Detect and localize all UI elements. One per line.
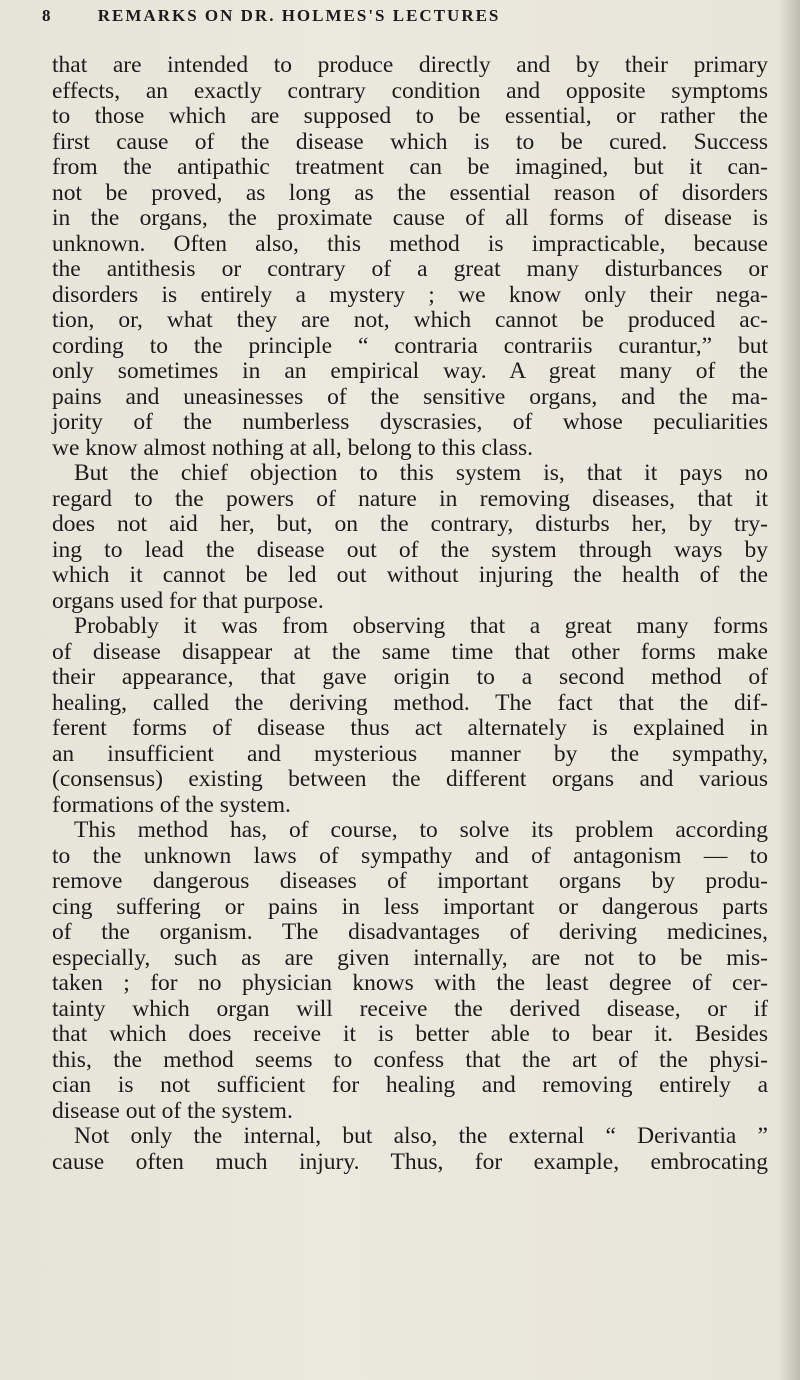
text-line: disorders is entirely a mystery ; we know only their nega- bbox=[52, 281, 768, 308]
text-line: cian is not sufficient for healing and removing entirely a bbox=[52, 1072, 768, 1098]
text-line: first cause of the disease which is to be cured. Success bbox=[52, 128, 768, 155]
text-line: ferent forms of disease thus act alternately is explained in bbox=[52, 715, 768, 741]
text-line: ing to lead the disease out of the system through ways by bbox=[52, 536, 768, 563]
text-line: regard to the powers of nature in removing diseases, that it bbox=[52, 485, 768, 512]
text-line: that are intended to produce directly and by their primary bbox=[52, 52, 768, 78]
text-line: jority of the numberless dyscrasies, of whose peculiarities bbox=[52, 409, 768, 435]
text-line: This method has, of course, to solve its problem according bbox=[74, 817, 768, 843]
text-line: of the organism. The disadvantages of deriving medicines, bbox=[52, 919, 768, 945]
text-line: not be proved, as long as the essential reason of disorders bbox=[52, 179, 768, 206]
text-line: tainty which organ will receive the derived disease, or if bbox=[52, 995, 768, 1022]
page-gutter-shadow bbox=[778, 0, 800, 1380]
text-line: only sometimes in an empirical way. A great many of the bbox=[52, 358, 768, 384]
text-line: Not only the internal, but also, the external “ Derivantia ” bbox=[74, 1123, 768, 1149]
text-line: unknown. Often also, this method is impracticable, because bbox=[52, 230, 768, 257]
text-line: this, the method seems to confess that the art of the physi- bbox=[52, 1046, 768, 1073]
text-line: an insufficient and mysterious manner by the sympathy, bbox=[52, 740, 768, 767]
text-line: does not aid her, but, on the contrary, disturbs her, by try- bbox=[52, 511, 768, 537]
text-line: the antithesis or contrary of a great many disturbances or bbox=[52, 256, 768, 282]
text-line: taken ; for no physician knows with the least degree of cer- bbox=[52, 970, 768, 996]
text-line: remove dangerous diseases of important organs by produ- bbox=[52, 868, 768, 894]
page-header bbox=[42, 6, 500, 26]
text-line: formations of the system. bbox=[52, 791, 291, 818]
running-head: REMARKS ON DR. HOLMES'S LECTURES bbox=[97, 6, 501, 25]
text-line: cording to the principle “ contraria contrariis curantur,” but bbox=[52, 332, 768, 359]
text-line: which it cannot be led out without injuring the health of the bbox=[52, 562, 768, 588]
text-line: we know almost nothing at all, belong to this class. bbox=[52, 434, 534, 461]
text-line: their appearance, that gave origin to a second method of bbox=[52, 664, 768, 690]
text-line: cing suffering or pains in less important or dangerous parts bbox=[52, 893, 768, 920]
text-line: But the chief objection to this system is, that it pays no bbox=[74, 460, 768, 486]
text-line: to the unknown laws of sympathy and of antagonism — to bbox=[52, 842, 768, 869]
text-line: healing, called the deriving method. The fact that the dif- bbox=[52, 689, 768, 716]
text-line: (consensus) existing between the different organs and various bbox=[52, 766, 768, 792]
text-line: cause often much injury. Thus, for example, embrocating bbox=[52, 1148, 768, 1175]
body-text bbox=[52, 53, 768, 1175]
text-line: from the antipathic treatment can be imagined, but it can- bbox=[52, 154, 768, 180]
page-number: 8 bbox=[42, 6, 52, 25]
text-line: in the organs, the proximate cause of all forms of disease is bbox=[52, 205, 768, 231]
text-line: effects, an exactly contrary condition and opposite symptoms bbox=[52, 77, 768, 104]
text-line: especially, such as are given internally, are not to be mis- bbox=[52, 944, 768, 971]
text-line: pains and uneasinesses of the sensitive organs, and the ma- bbox=[52, 383, 768, 410]
text-line: disease out of the system. bbox=[52, 1097, 293, 1124]
text-line: to those which are supposed to be essential, or rather the bbox=[52, 103, 768, 129]
text-line: tion, or, what they are not, which cannot be produced ac- bbox=[52, 307, 768, 333]
text-line: of disease disappear at the same time that other forms make bbox=[52, 638, 768, 665]
text-line: Probably it was from observing that a great many forms bbox=[74, 613, 768, 639]
text-line: that which does receive it is better able to bear it. Besides bbox=[52, 1021, 768, 1047]
text-line: organs used for that purpose. bbox=[52, 587, 324, 614]
